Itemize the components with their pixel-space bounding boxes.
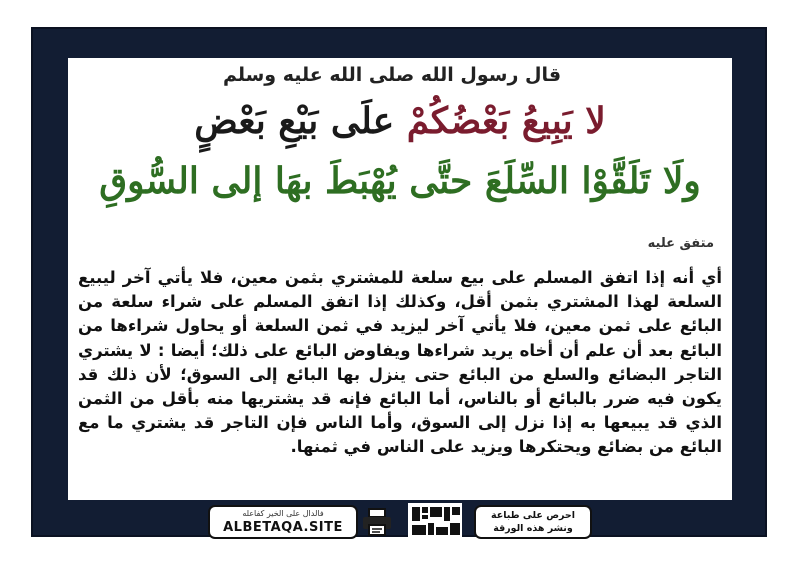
hadith-source: متفق عليه [647, 236, 714, 251]
print-note-line-2: ونشر هذه الورقة [493, 523, 573, 534]
footer [208, 505, 592, 539]
print-note-box [474, 505, 592, 539]
content-card [68, 58, 732, 500]
dawa-paper-logo [406, 501, 464, 541]
print-note-line-1: احرص على طباعة [490, 510, 576, 521]
explanation-text: أي أنه إذا اتفق المسلم على بيع سلعة للمشتري بثمن معين، فلا يأتي آخر ليبيع السلعة لهذا المشتري بثمن أقل، وكذلك إذا اتفق المسلم على شراء سلعة من البائع على ثمن معين، فلا يأتي آخر ليزيد في ثمن السلعة أو يحاول شراءها من البائع بعد أن علم أن أخاه يريد شراءها ويفاوض البائع على ذلك؛ أيضا : لا يشتري التاجر البضائع والسلع من البائع حتى ينزل بها البائع إلى السوق؛ لأن ذلك قد يكون فيه ضرر بالبائع أو بالناس، أما البائع فإنه قد يشتريها منه بأقل من الثمن الذي قد يبيعها به إذا نزل إلى السوق، وأما الناس فإن التاجر قد يشتري ما مع البائع من بضائع ويحتكرها ويزيد على الناس في ثمنها. [78, 268, 722, 457]
site-tagline: فالدال على الخير كفاعله [242, 509, 324, 518]
site-box[interactable] [208, 505, 358, 539]
hadith-intro: قال رسول الله صلى الله عليه وسلم [222, 64, 562, 86]
hadith-line-2-part-b: حتَّى يُهْبَطَ بهَا إلى السُّوقِ [99, 160, 473, 202]
hadith-line-1-part-a: لا يَبِيعُ بَعْضُكُمْ [406, 100, 606, 142]
site-url[interactable]: ALBETAQA.SITE [223, 520, 343, 535]
hadith-line-2 [86, 160, 714, 202]
printer-icon [362, 508, 392, 536]
hadith-line-1-part-b: علَى بَيْعِ بَعْضٍ [194, 100, 395, 142]
hadith-line-2-part-a: ولَا تَلَقَّوْا السِّلَعَ [484, 160, 701, 202]
hadith-line-1 [86, 100, 714, 142]
